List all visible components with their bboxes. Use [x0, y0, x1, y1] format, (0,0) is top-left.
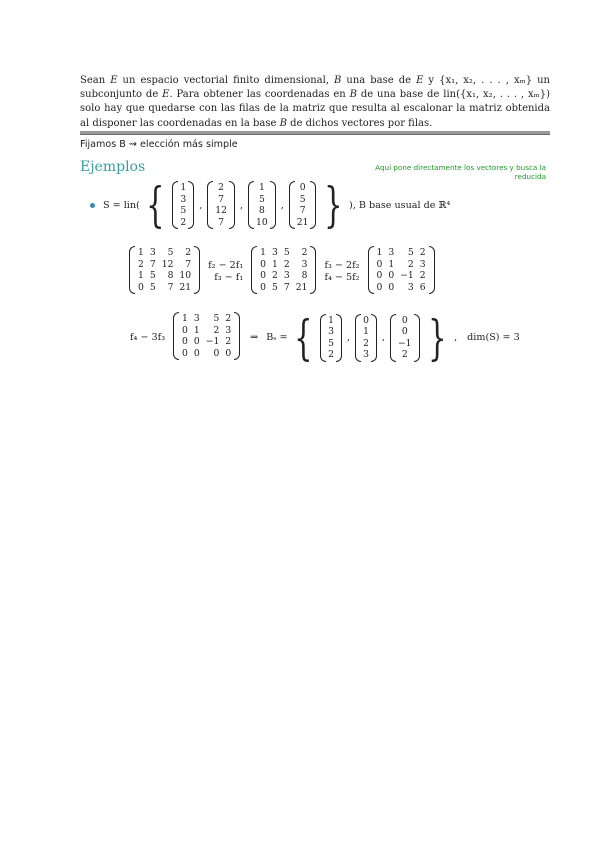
matrix-entry: 5: [180, 205, 187, 216]
right-paren: [310, 246, 316, 294]
op-1b: f₃ − f₁: [214, 271, 244, 283]
matrix-4: [171, 312, 242, 363]
matrix-entry: 0: [138, 281, 144, 293]
matrix-entry: 5: [149, 270, 156, 281]
comma: ,: [347, 332, 351, 343]
matrix-entry: 2: [401, 349, 408, 360]
matrix-entry: 12: [215, 205, 227, 216]
matrix-entry: 0: [213, 347, 220, 359]
matrix-entry: 0: [193, 347, 200, 359]
comma: ,: [454, 332, 458, 343]
matrix-entry: 6: [419, 281, 426, 293]
matrix-entry: 0: [376, 281, 383, 293]
fijamos-note: Fijamos B ⇝ elección más simple: [80, 139, 238, 150]
reduction-step-2: [130, 309, 520, 366]
matrix-entry: 1: [138, 247, 144, 258]
intro-paragraph: Sean E un espacio vectorial finito dimensional, B una base de E y {x₁, x₂, . . . , xₘ} un subconjunto de E. Para obtener las coordenadas en B de una base de lin({x₁, x₂, . . . , xₘ}) solo hay que quedarse con las filas de la matriz que resulta al escalonar la matriz obtenida al disponer las coordenadas en la base B de dichos vectores por filas.: [80, 75, 550, 129]
right-paren: [336, 314, 342, 362]
basis-label: Bₛ =: [266, 332, 288, 343]
matrix-entry: 3: [328, 326, 334, 337]
separator-rule: [80, 131, 550, 135]
vector-list: [170, 181, 318, 229]
matrix-entry: 2: [363, 337, 369, 349]
matrix-entry: 2: [407, 258, 414, 270]
matrix-entry: 0: [376, 270, 383, 281]
comma: ,: [280, 199, 284, 211]
matrix-entry: 5: [149, 281, 156, 293]
column-vector: [248, 181, 276, 229]
matrix-1: [127, 246, 202, 297]
matrix-m2: [251, 246, 316, 294]
matrix-entry: 3: [407, 281, 414, 293]
matrix-entry: 2: [218, 182, 225, 193]
matrix-entry: 0: [182, 324, 188, 336]
matrix-entry: 1: [260, 247, 267, 258]
matrix-3: [366, 246, 437, 297]
op-2b: f₄ − 5f₂: [324, 271, 360, 283]
matrix-m1: [129, 246, 200, 294]
right-paren: [270, 181, 276, 229]
matrix-entry: 0: [193, 336, 200, 347]
right-paren: [188, 181, 194, 229]
matrix-entry: 7: [185, 258, 192, 270]
matrix-entry: 5: [299, 193, 306, 205]
matrix-entry: 1: [328, 314, 334, 326]
matrix-entry: 5: [167, 247, 174, 258]
basis-vectors: [318, 314, 421, 362]
matrix-entry: 5: [407, 247, 414, 258]
matrix-entry: 0: [363, 314, 369, 326]
op-2a: f₃ − 2f₂: [324, 259, 360, 271]
row-op-3: f₄ − 3f₃: [130, 332, 166, 343]
matrix-entry: 2: [180, 216, 187, 228]
matrix-entry: 3: [419, 258, 426, 270]
basis-vector: [390, 314, 420, 362]
basis-right-brace: }: [427, 309, 446, 366]
matrix-m4: [173, 312, 240, 360]
matrix-entry: 1: [376, 247, 383, 258]
matrix-entry: 1: [193, 324, 200, 336]
comma: ,: [381, 332, 385, 343]
matrix-entry: −1: [400, 270, 414, 281]
matrix-entry: 5: [283, 247, 290, 258]
matrix-entry: 3: [180, 193, 187, 205]
matrix-entry: 1: [138, 270, 144, 281]
matrix-entry: 0: [376, 258, 383, 270]
matrix-entry: 0: [260, 270, 267, 281]
dimension: dim(S) = 3: [467, 332, 520, 343]
matrix-entry: 3: [388, 247, 395, 258]
right-paren: [194, 246, 200, 294]
right-paren: [429, 246, 435, 294]
matrix-entry: 2: [272, 270, 278, 281]
basis-left-brace: {: [293, 309, 313, 366]
matrix-entry: 7: [218, 216, 225, 228]
matrix-entry: 2: [185, 247, 192, 258]
matrix-entry: 0: [299, 182, 306, 193]
matrix-entry: 7: [167, 281, 174, 293]
matrix-entry: 1: [272, 258, 278, 270]
matrix-entry: 0: [225, 347, 232, 359]
right-paren: [371, 314, 377, 362]
matrix-entry: 3: [301, 258, 308, 270]
right-paren: [229, 181, 235, 229]
matrix-entry: −1: [397, 337, 412, 349]
matrix-entry: 3: [283, 270, 290, 281]
right-paren: [310, 181, 316, 229]
matrix-entry: 2: [225, 313, 232, 324]
s-prefix: S = lin(: [103, 199, 140, 211]
matrix-entry: 10: [179, 270, 192, 281]
matrix-entry: 8: [301, 270, 308, 281]
matrix-entry: 3: [225, 324, 232, 336]
reduction-step-1: [127, 246, 437, 297]
matrix-entry: 21: [295, 281, 308, 293]
matrix-entry: 5: [328, 337, 334, 349]
matrix-entry: 7: [218, 193, 225, 205]
matrix-entry: 0: [388, 281, 395, 293]
matrix-entry: 3: [149, 247, 156, 258]
column-vector: [172, 181, 194, 229]
right-paren: [414, 314, 420, 362]
matrix-entry: 3: [363, 349, 369, 360]
matrix-entry: 0: [401, 326, 408, 337]
implies-symbol: ⇒: [250, 332, 259, 343]
matrix-entry: 8: [258, 205, 265, 216]
matrix-entry: 10: [256, 216, 268, 228]
matrix-entry: 0: [260, 258, 267, 270]
left-brace: {: [145, 177, 165, 233]
matrix-entry: 7: [299, 205, 306, 216]
matrix-entry: 2: [328, 349, 334, 360]
matrix-entry: 5: [272, 281, 278, 293]
example-definition: [90, 177, 451, 233]
matrix-entry: 5: [213, 313, 220, 324]
bullet-icon: [90, 203, 95, 208]
matrix-entry: 7: [283, 281, 290, 293]
comma: ,: [239, 199, 244, 211]
matrix-entry: 1: [363, 326, 369, 337]
matrix-entry: 2: [138, 258, 144, 270]
matrix-entry: 2: [283, 258, 290, 270]
matrix-entry: 0: [182, 336, 188, 347]
matrix-entry: 3: [272, 247, 278, 258]
matrix-entry: 5: [258, 193, 265, 205]
section-heading: Ejemplos: [80, 159, 146, 175]
matrix-entry: 2: [213, 324, 220, 336]
matrix-entry: 0: [388, 270, 395, 281]
matrix-entry: 12: [161, 258, 174, 270]
matrix-entry: 0: [182, 347, 188, 359]
right-paren: [234, 312, 240, 360]
right-brace: }: [324, 177, 343, 233]
column-vector: [207, 181, 235, 229]
matrix-entry: 1: [258, 182, 265, 193]
matrix-entry: 7: [149, 258, 156, 270]
s-suffix: ), B base usual de ℝ⁴: [349, 199, 451, 211]
matrix-entry: 2: [301, 247, 308, 258]
comma: ,: [199, 199, 203, 211]
matrix-entry: 21: [296, 216, 309, 228]
matrix-entry: 1: [388, 258, 395, 270]
matrix-entry: 1: [180, 182, 187, 193]
matrix-entry: −1: [205, 336, 220, 347]
matrix-entry: 0: [260, 281, 267, 293]
basis-vector: [320, 314, 342, 362]
matrix-entry: 2: [419, 247, 426, 258]
basis-vector: [355, 314, 377, 362]
row-ops-1: [208, 260, 243, 284]
matrix-entry: 2: [419, 270, 426, 281]
matrix-entry: 1: [182, 313, 188, 324]
row-ops-2: [324, 260, 359, 284]
matrix-entry: 8: [167, 270, 174, 281]
op-1a: f₂ − 2f₁: [208, 259, 244, 271]
matrix-2: [249, 246, 318, 297]
annotation-note: Aquí pone directamente los vectores y busca la reducida: [375, 163, 546, 181]
matrix-m3: [368, 246, 435, 294]
matrix-entry: 21: [179, 281, 192, 293]
matrix-entry: 3: [193, 313, 200, 324]
column-vector: [289, 181, 317, 229]
matrix-entry: 0: [401, 314, 408, 326]
matrix-entry: 2: [225, 336, 232, 347]
